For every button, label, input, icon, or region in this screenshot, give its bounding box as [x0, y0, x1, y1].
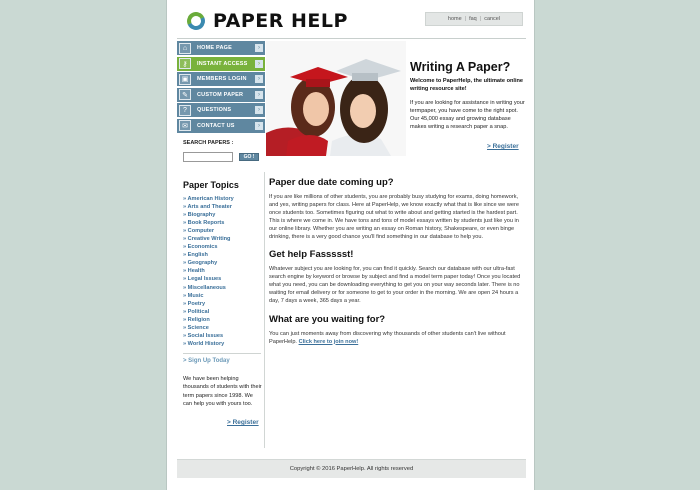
hero-register-link[interactable]: > Register [487, 143, 519, 150]
header-divider [177, 38, 526, 39]
key-icon: ⚷ [179, 58, 191, 69]
topic-link[interactable]: » Political [183, 308, 263, 316]
top-links: home | faq | cancel [425, 12, 523, 26]
search-go-button[interactable]: GO ! [239, 153, 259, 161]
section-heading: What are you waiting for? [269, 313, 386, 325]
topic-link[interactable]: » Religion [183, 316, 263, 324]
sidebar-nav [177, 41, 265, 135]
top-link-faq[interactable]: faq [469, 16, 477, 22]
logo[interactable] [187, 10, 348, 32]
paper-topics [183, 180, 263, 348]
section-text: Whatever subject you are looking for, you can find it quickly. Search our database with our ultra-fast search engine by keyword or browse by subject and find a model term paper today! Once you located what you need, you can be downloading everything to get you on your way seconds later. There is no waiting for email delivery or for someone to get to your order in the morning. We are open 24 hours a day, 7 days a week, 365 days a year. [269, 266, 521, 305]
nav-item-home-page[interactable] [177, 41, 265, 55]
chevron-right-icon: › [255, 106, 263, 114]
logo-swirl-icon [187, 12, 205, 30]
nav-item-instant-access[interactable] [177, 57, 265, 71]
section-text: You can just moments away from discovering why thousands of other students can't live without PaperHelp. [269, 330, 506, 345]
chevron-right-icon: › [255, 75, 263, 83]
nav-item-label: INSTANT ACCESS [197, 60, 248, 67]
topic-link[interactable]: » Miscellaneous [183, 284, 263, 292]
topic-link[interactable]: » English [183, 251, 263, 259]
join-now-link[interactable]: Click here to join now! [298, 338, 359, 345]
hero-title: Writing A Paper? [410, 60, 511, 74]
top-link-cancel[interactable]: cancel [484, 16, 501, 22]
chevron-right-icon: › [255, 91, 263, 99]
logo-text: PAPER HELP [213, 10, 348, 32]
top-link-home[interactable]: home [447, 16, 462, 22]
nav-item-contact-us[interactable] [177, 119, 265, 133]
topic-link[interactable]: » Economics [183, 243, 263, 251]
chevron-right-icon: › [255, 122, 263, 130]
hero-body: If you are looking for assistance in writing your termpaper, you have come to the right spot. Our 45,000 essay and growing database makes writing a research paper a snap. [410, 100, 525, 130]
nav-item-label: CONTACT US [197, 122, 235, 129]
search-label: SEARCH PAPERS : [183, 140, 234, 146]
sidebar-register-link[interactable]: > Register [227, 419, 259, 426]
graduates-illustration [266, 41, 406, 156]
signup-description: We have been helping thousands of students with their term papers since 1998. We can help you with yours too. [183, 376, 262, 407]
nav-item-label: QUESTIONS [197, 107, 232, 114]
hero-text-block [410, 60, 525, 131]
section-heading: Paper due date coming up? [269, 177, 394, 188]
section-text: If you are like millions of other students, you are probably busy studying for exams, doing homework, and yes, writing papers for class. Here at PaperHelp, we know exactly what that is like since we were once students too. Sometimes figuring out what to write about and getting started is the hardest part. This is where we come in. We have tons and tons of model essays written by students just like you in our online library. Whether you are writing an essay on Roman history, Shakespeare, or even binge drinking, there is a very good chance you'll find something in our database to help you. [269, 194, 519, 241]
main-content [269, 177, 527, 354]
lock-icon: ▣ [179, 74, 191, 85]
topic-link[interactable]: » Legal Issues [183, 275, 263, 283]
nav-item-members-login[interactable] [177, 72, 265, 86]
section-heading: Get help Fassssst! [269, 249, 354, 261]
page-container [166, 0, 535, 490]
sidebar-divider [183, 353, 261, 354]
topic-link[interactable]: » Social Issues [183, 332, 263, 340]
topic-link[interactable]: » American History [183, 195, 263, 203]
sign-up-today-link[interactable]: > Sign Up Today [183, 358, 230, 364]
topic-link[interactable]: » Computer [183, 227, 263, 235]
nav-item-custom-paper[interactable] [177, 88, 265, 102]
topic-link[interactable]: » Health [183, 267, 263, 275]
nav-item-questions[interactable] [177, 103, 265, 117]
question-icon: ? [179, 105, 191, 116]
topic-link[interactable]: » Poetry [183, 300, 263, 308]
nav-item-label: HOME PAGE [197, 45, 233, 51]
topic-link[interactable]: » Music [183, 292, 263, 300]
topic-link[interactable]: » World History [183, 340, 263, 348]
mail-icon: ✉ [179, 120, 191, 131]
copyright-text: Copyright © 2016 PaperHelp. All rights reserved [289, 466, 414, 472]
chevron-right-icon: › [255, 60, 263, 68]
topic-link[interactable]: » Arts and Theater [183, 203, 263, 211]
nav-item-label: CUSTOM PAPER [197, 91, 244, 98]
hero-graduates-image [266, 41, 406, 156]
topic-link[interactable]: » Science [183, 324, 263, 332]
topic-link[interactable]: » Geography [183, 259, 263, 267]
footer [177, 459, 526, 478]
section-text-with-link [269, 330, 527, 346]
chevron-right-icon: › [255, 44, 263, 52]
topic-link[interactable]: » Biography [183, 211, 263, 219]
column-divider [264, 172, 265, 448]
topic-link[interactable]: » Creative Writing [183, 235, 263, 243]
topic-link[interactable]: » Book Reports [183, 219, 263, 227]
nav-item-label: MEMBERS LOGIN [197, 76, 247, 83]
search-input[interactable] [183, 152, 233, 162]
hero-welcome: Welcome to PaperHelp, the ultimate online writing resource site! [410, 78, 524, 92]
home-icon: ⌂ [179, 43, 191, 54]
topics-title: Paper Topics [183, 180, 239, 190]
pencil-icon: ✎ [179, 89, 191, 100]
